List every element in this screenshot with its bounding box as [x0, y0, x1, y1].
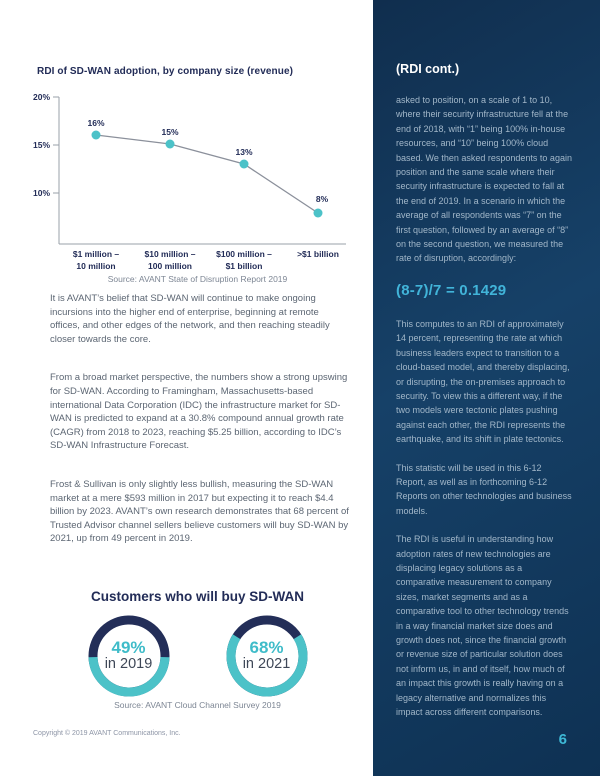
y-tick-label: 10% [32, 188, 50, 198]
donut-year: in 2019 [104, 656, 153, 673]
data-point [92, 131, 101, 140]
data-point-label: 16% [87, 118, 105, 128]
x-category-label: $100 million – [216, 249, 272, 259]
sidebar-heading: (RDI cont.) [396, 62, 460, 76]
donut-year: in 2021 [242, 656, 291, 673]
donut-2019 [84, 611, 174, 701]
x-category-label: 100 million [148, 261, 192, 271]
x-category-label: $1 million – [72, 249, 120, 259]
x-category-label: $10 million – [144, 249, 196, 259]
rdi-line-chart [30, 88, 365, 288]
sidebar-paragraph: This computes to an RDI of approximately 14 percent, representing the rate at which business leaders expect to transition to a cloud-based model, and thereby displacing, or disrupting, the on-premises approach to security. To view this a different way, if the two models were tectonic plates pushing against each other, the RDI represents the earthquake, and its shift in plate tectonics. [396, 318, 570, 445]
donut-center-label [84, 611, 174, 701]
donut-source: Source: AVANT Cloud Channel Survey 2019 [114, 700, 281, 710]
donut-percent: 49% [111, 637, 146, 657]
sidebar-paragraph: asked to position, on a scale of 1 to 10, where their security infrastructure fell at the end of 2018, with “1” being 100% in-house resources, and “10” being 100% cloud based. We then asked respondents to again position and the same scale where their security infrastructure is expected to fall at the end of 2019. In a scenario in which the average of all respondents was “7” on the first question, followed by an average of “8” on the second question, we measured the rate of disruption, accordingly: [396, 95, 572, 264]
donut-2021 [222, 611, 312, 701]
page-number: 6 [558, 731, 567, 748]
donut-percent: 68% [249, 637, 284, 657]
data-point [240, 160, 249, 169]
data-point-label: 15% [161, 127, 179, 137]
body-copy [50, 292, 350, 571]
paragraph: From a broad market perspective, the numbers show a strong upswing for SD-WAN. According to Framingham, Massachusetts-based international Data Corporation (IDC) the infrastructure market for SD-WAN is predicted to expand at a 30.8% compound annual growth rate (CAGR) from 2018 to 2023, reaching $5.25 billion, according to IDC’s SD-WAN Infrastructure Forecast. [50, 372, 348, 452]
trend-line [96, 135, 318, 213]
data-point [314, 209, 323, 218]
paragraph: Frost & Sullivan is only slightly less bullish, measuring the SD-WAN market at a mere $593 million in 2017 but expecting it to reach $4.4 billion by 2023. AVANT’s own research demonstrates that 68 percent of Trusted Advisor channel sellers believe customers will buy SD-WAN by 2021, up from 49 percent in 2019. [50, 478, 349, 545]
x-category-label: $1 billion [225, 261, 263, 271]
copyright-notice: Copyright © 2019 AVANT Communications, Inc. [33, 730, 181, 737]
sidebar-paragraph: This statistic will be used in this 6-12 Report, as well as in forthcoming 6-12 Reports on other technologies and business models. [396, 462, 572, 516]
paragraph: It is AVANT’s belief that SD-WAN will continue to make ongoing incursions into the higher end of enterprise, beginning at remote offices, and other edges of the network, and then reaching steadily closer towards the core. [50, 293, 330, 345]
donut-section-title: Customers who will buy SD-WAN [90, 589, 304, 604]
data-point [166, 140, 175, 149]
sidebar-paragraph: The RDI is useful in understanding how adoption rates of new technologies are displacing legacy solutions as a comparative measurement to company sizes, market segments and as a comparative tool to other technology trends in a way financial market size does and growth does not, since the financial growth or revenue size of particular solution does not inform us, in and of itself, how much of an impact this growth is really having on a legacy alternative and normalizes this impact across different comparisons. [396, 534, 569, 718]
data-point-label: 8% [315, 194, 329, 204]
y-tick-label: 15% [32, 140, 50, 150]
chart-source: Source: AVANT State of Disruption Report 2019 [107, 274, 288, 284]
donut-center-label [222, 611, 312, 701]
y-tick-label: 20% [32, 92, 50, 102]
chart-title: RDI of SD-WAN adoption, by company size (revenue) [37, 66, 294, 77]
x-category-label: 10 million [76, 261, 116, 271]
rdi-formula: (8-7)/7 = 0.1429 [396, 281, 507, 299]
rdi-sidebar [373, 0, 600, 776]
data-point-label: 13% [235, 147, 253, 157]
donut-charts [30, 611, 365, 701]
x-category-label: >$1 billion [297, 249, 339, 259]
